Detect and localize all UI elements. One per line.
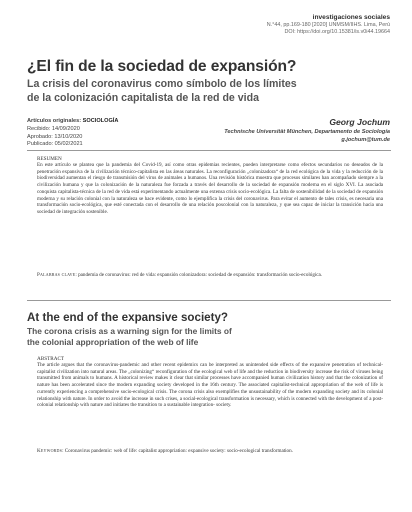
keywords-es-label: Palabras clave — [37, 272, 76, 278]
article-title-en: At the end of the expansive society? — [27, 311, 229, 324]
author-name: Georg Jochum — [329, 117, 390, 127]
subtitle-en-line: The corona crisis as a warning sign for the limits of — [27, 326, 232, 336]
article-type — [27, 118, 227, 126]
published-date: Publicado: 05/02/2021 — [27, 141, 83, 148]
article-subtitle-es — [27, 78, 397, 105]
keywords-es-text: : pandemia de coronavirus: red de vida: expansión colonizadora: sociedad de expansión: transformación socio-ecológica. — [75, 272, 323, 278]
received-date: Recibido: 14/09/2020 — [27, 125, 80, 132]
article-subtitle-en — [27, 326, 391, 349]
journal-header — [267, 14, 390, 36]
approved-date: Aprobado: 13/10/2020 — [27, 133, 83, 140]
resumen-text: En este artículo se plantea que la pandemia del Covid-19, así como otras epidemias recientes, pueden interpretarse como efectos secundarios no deseados de la penetración expansiva de la civilización técnico-capitalista en las áreas naturales. La reconfiguración „colonizadora“ de la red ecológica de la vida y la reducción de la biodiversidad aumentan el riesgo de transmisión del virus de animales a humanos. Una revisión histórica muestra que procesos similares han acompañado siempre a la civilización humana y que la colonización de la naturaleza fue forzada a través del desarrollo de la sociedad de expansión moderna en el siglo XVI. La asociada conquista capitalista-técnica de la red de vida está experimentando actualmente una extensa crisis socio-ecológica. La falta de sostenibilidad de la sociedad de expansión moderna y su relación colonial con la naturaleza se hace evidente, como lo ejemplifica la crisis del coronavirus. Para evitar el aumento de tales crisis, es necesaria una transformación socio-ecológica, que esté conectada con el desarrollo de una relación poscolonial con la naturaleza, y que sea capaz de iniciar la transición hacia una sociedad de integración sostenible. — [37, 162, 383, 215]
abstract-text: The article argues that the coronavirus-pandemic and other recent epidemics can be interpreted as unintended side effects of the expansive penetration of technical-capitalist civilization into natural areas. The „colonizing“ reconfiguration of the ecological web of life and the reduction in biodiversity increase the risk of viruses being transmitted from animals to humans. A historical review makes it clear that similar processes have accompanied human civilization history and that the colonization of nature has been accelerated since the modern expanding society developed in the 16th century. The associated capitalist-technical appropriation of the web of life is currently experiencing a comprehensive socio-ecological crisis. The corona crisis also exemplifies the unsustainability of the modern expanding society and its colonial relationship with nature. In order to avoid the increase in such crises, a social-ecological transformation is necessary, which is connected with the development of a post-colonial relationship with nature and initiates the transition to a sustainable integration- society. — [37, 362, 383, 409]
abstract-section — [37, 356, 383, 409]
subtitle-es-line: de la colonización capitalista de la red de vida — [27, 91, 259, 104]
author-affiliation: Technische Universität München, Departamento de Sociología — [224, 129, 390, 135]
keywords-en-text: : Coronavirus pandemic: web of life: capitalist appropriation: expansive society: socio-ecological transformation. — [62, 448, 293, 454]
journal-name: investigaciones sociales — [312, 14, 390, 21]
doi-link[interactable]: DOI: https://doi.org/10.15381/is.v0i44.19664 — [284, 29, 390, 35]
author-block — [224, 117, 390, 144]
volume-line: N.°44, pp.169-180 [2020] UNMSM/IIHS. Lima, Perú — [266, 22, 390, 28]
abstract-heading: ABSTRACT — [37, 356, 65, 362]
article-title-es: ¿El fin de la sociedad de expansión? — [27, 58, 297, 75]
article-type-label: Artículos originales: — [27, 118, 82, 124]
author-email[interactable]: g.jochum@tum.de — [341, 137, 390, 143]
subtitle-es-line: La crisis del coronavirus como símbolo de los límites — [27, 78, 297, 90]
divider — [27, 150, 391, 151]
article-info — [27, 118, 227, 149]
divider — [27, 300, 391, 301]
subtitle-en-line: the colonial appropriation of the web of life — [27, 337, 199, 348]
resumen-section — [37, 156, 383, 216]
resumen-heading: RESUMEN — [37, 156, 62, 162]
keywords-en-label: Keywords — [37, 448, 63, 454]
keywords-es — [37, 272, 383, 279]
keywords-en — [37, 448, 383, 455]
article-section: SOCIOLOGÍA — [82, 118, 119, 124]
